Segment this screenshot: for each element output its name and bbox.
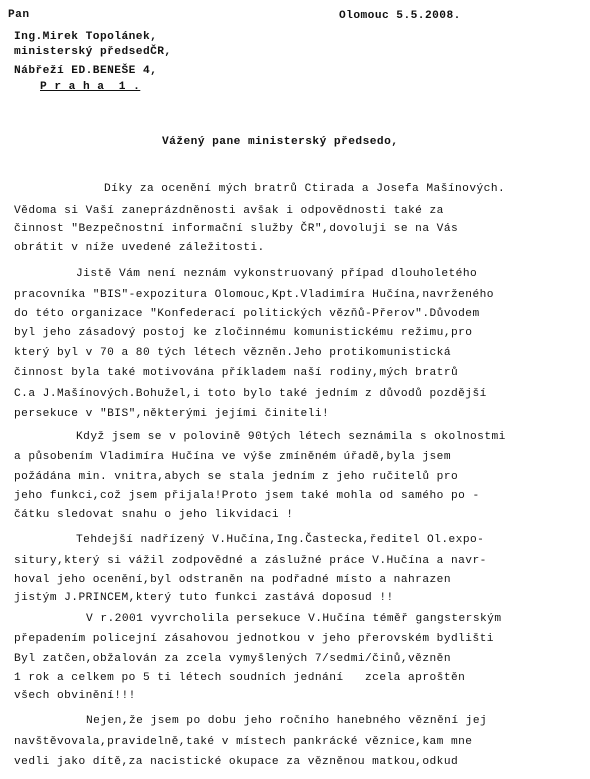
- body-line: čátku sledovat snahu o jeho likvidaci !: [14, 509, 294, 521]
- body-line: a působením Vladimíra Hučína ve výše zmíněném úřadě,byla jsem: [14, 451, 451, 463]
- body-line: Jistě Vám není neznám vykonstruovaný případ dlouholetého: [76, 268, 478, 280]
- body-line: Byl zatčen,obžalován za zcela vymyšlených 7/sedmi/činů,vězněn: [14, 653, 451, 665]
- body-line: Tehdejší nadřízený V.Hučína,Ing.Častecka,ředitel Ol.expo-: [76, 534, 485, 546]
- body-line: požádána min. vnitra,abych se stala jedním z jeho ručitelů pro: [14, 471, 459, 483]
- body-line: jeho funkci,což jsem přijala!Proto jsem také mohla od samého po -: [14, 490, 480, 502]
- salutation-prefix: Pan: [8, 9, 30, 21]
- body-line: činnost byla také motivována příkladem naší rodiny,mých bratrů: [14, 367, 459, 379]
- body-line: přepadením policejní zásahovou jednotkou v jeho přerovském bydlišti: [14, 633, 494, 645]
- body-line: pracovníka "BIS"-expozitura Olomouc,Kpt.Vladimíra Hučína,navrženého: [14, 289, 494, 301]
- body-line: hoval jeho ocenění,byl odstraněn na podřadné místo a nahrazen: [14, 574, 451, 586]
- body-line: činnost "Bezpečnostní informační služby ČR",dovoluji se na Vás: [14, 223, 459, 235]
- body-line: obrátit v níže uvedené záležitosti.: [14, 242, 265, 254]
- body-line: navštěvovala,pravidelně,také v místech pankrácké věznice,kam mne: [14, 736, 473, 748]
- body-line: byl jeho zásadový postoj ke zločinnému komunistickému režimu,pro: [14, 327, 473, 339]
- body-line: Nejen,že jsem po dobu jeho ročního hanebného věznění jej: [86, 715, 488, 727]
- body-line: do této organizace "Konfederací politických vězňů-Přerov".Důvodem: [14, 308, 480, 320]
- body-line: Když jsem se v polovině 90tých létech seznámila s okolnostmi: [76, 431, 506, 443]
- addressee-city: P r a h a 1 .: [40, 81, 141, 93]
- salutation: Vážený pane ministerský předsedo,: [162, 136, 399, 148]
- body-line: C.a J.Mašínových.Bohužel,i toto bylo také jedním z důvodů pozdější: [14, 388, 487, 400]
- place-and-date: Olomouc 5.5.2008.: [339, 10, 461, 22]
- addressee-street: Nábřeží ED.BENEŠE 4,: [14, 65, 158, 77]
- body-line: všech obvinění!!!: [14, 690, 136, 702]
- body-line: Vědoma si Vaší zaneprázdněnosti avšak i odpovědnosti také za: [14, 205, 444, 217]
- body-line: vedli jako dítě,za nacistické okupace za vězněnou matkou,odkud: [14, 756, 459, 768]
- addressee-name: Ing.Mirek Topolánek,: [14, 31, 158, 43]
- body-line: Díky za ocenění mých bratrů Ctirada a Josefa Mašínových.: [104, 183, 506, 195]
- body-line: který byl v 70 a 80 tých létech vězněn.Jeho protikomunistická: [14, 347, 451, 359]
- body-line: 1 rok a celkem po 5 ti létech soudních jednání zcela aproštěn: [14, 672, 466, 684]
- addressee-title: ministerský předsedČR,: [14, 46, 172, 58]
- body-line: jistým J.PRINCEM,který tuto funkci zastává doposud !!: [14, 592, 394, 604]
- body-line: V r.2001 vyvrcholila persekuce V.Hučína téměř gangsterským: [86, 613, 502, 625]
- body-line: persekuce v "BIS",některými jejími činiteli!: [14, 408, 330, 420]
- body-line: situry,který si vážil zodpovědné a záslužné práce V.Hučína a navr-: [14, 555, 487, 567]
